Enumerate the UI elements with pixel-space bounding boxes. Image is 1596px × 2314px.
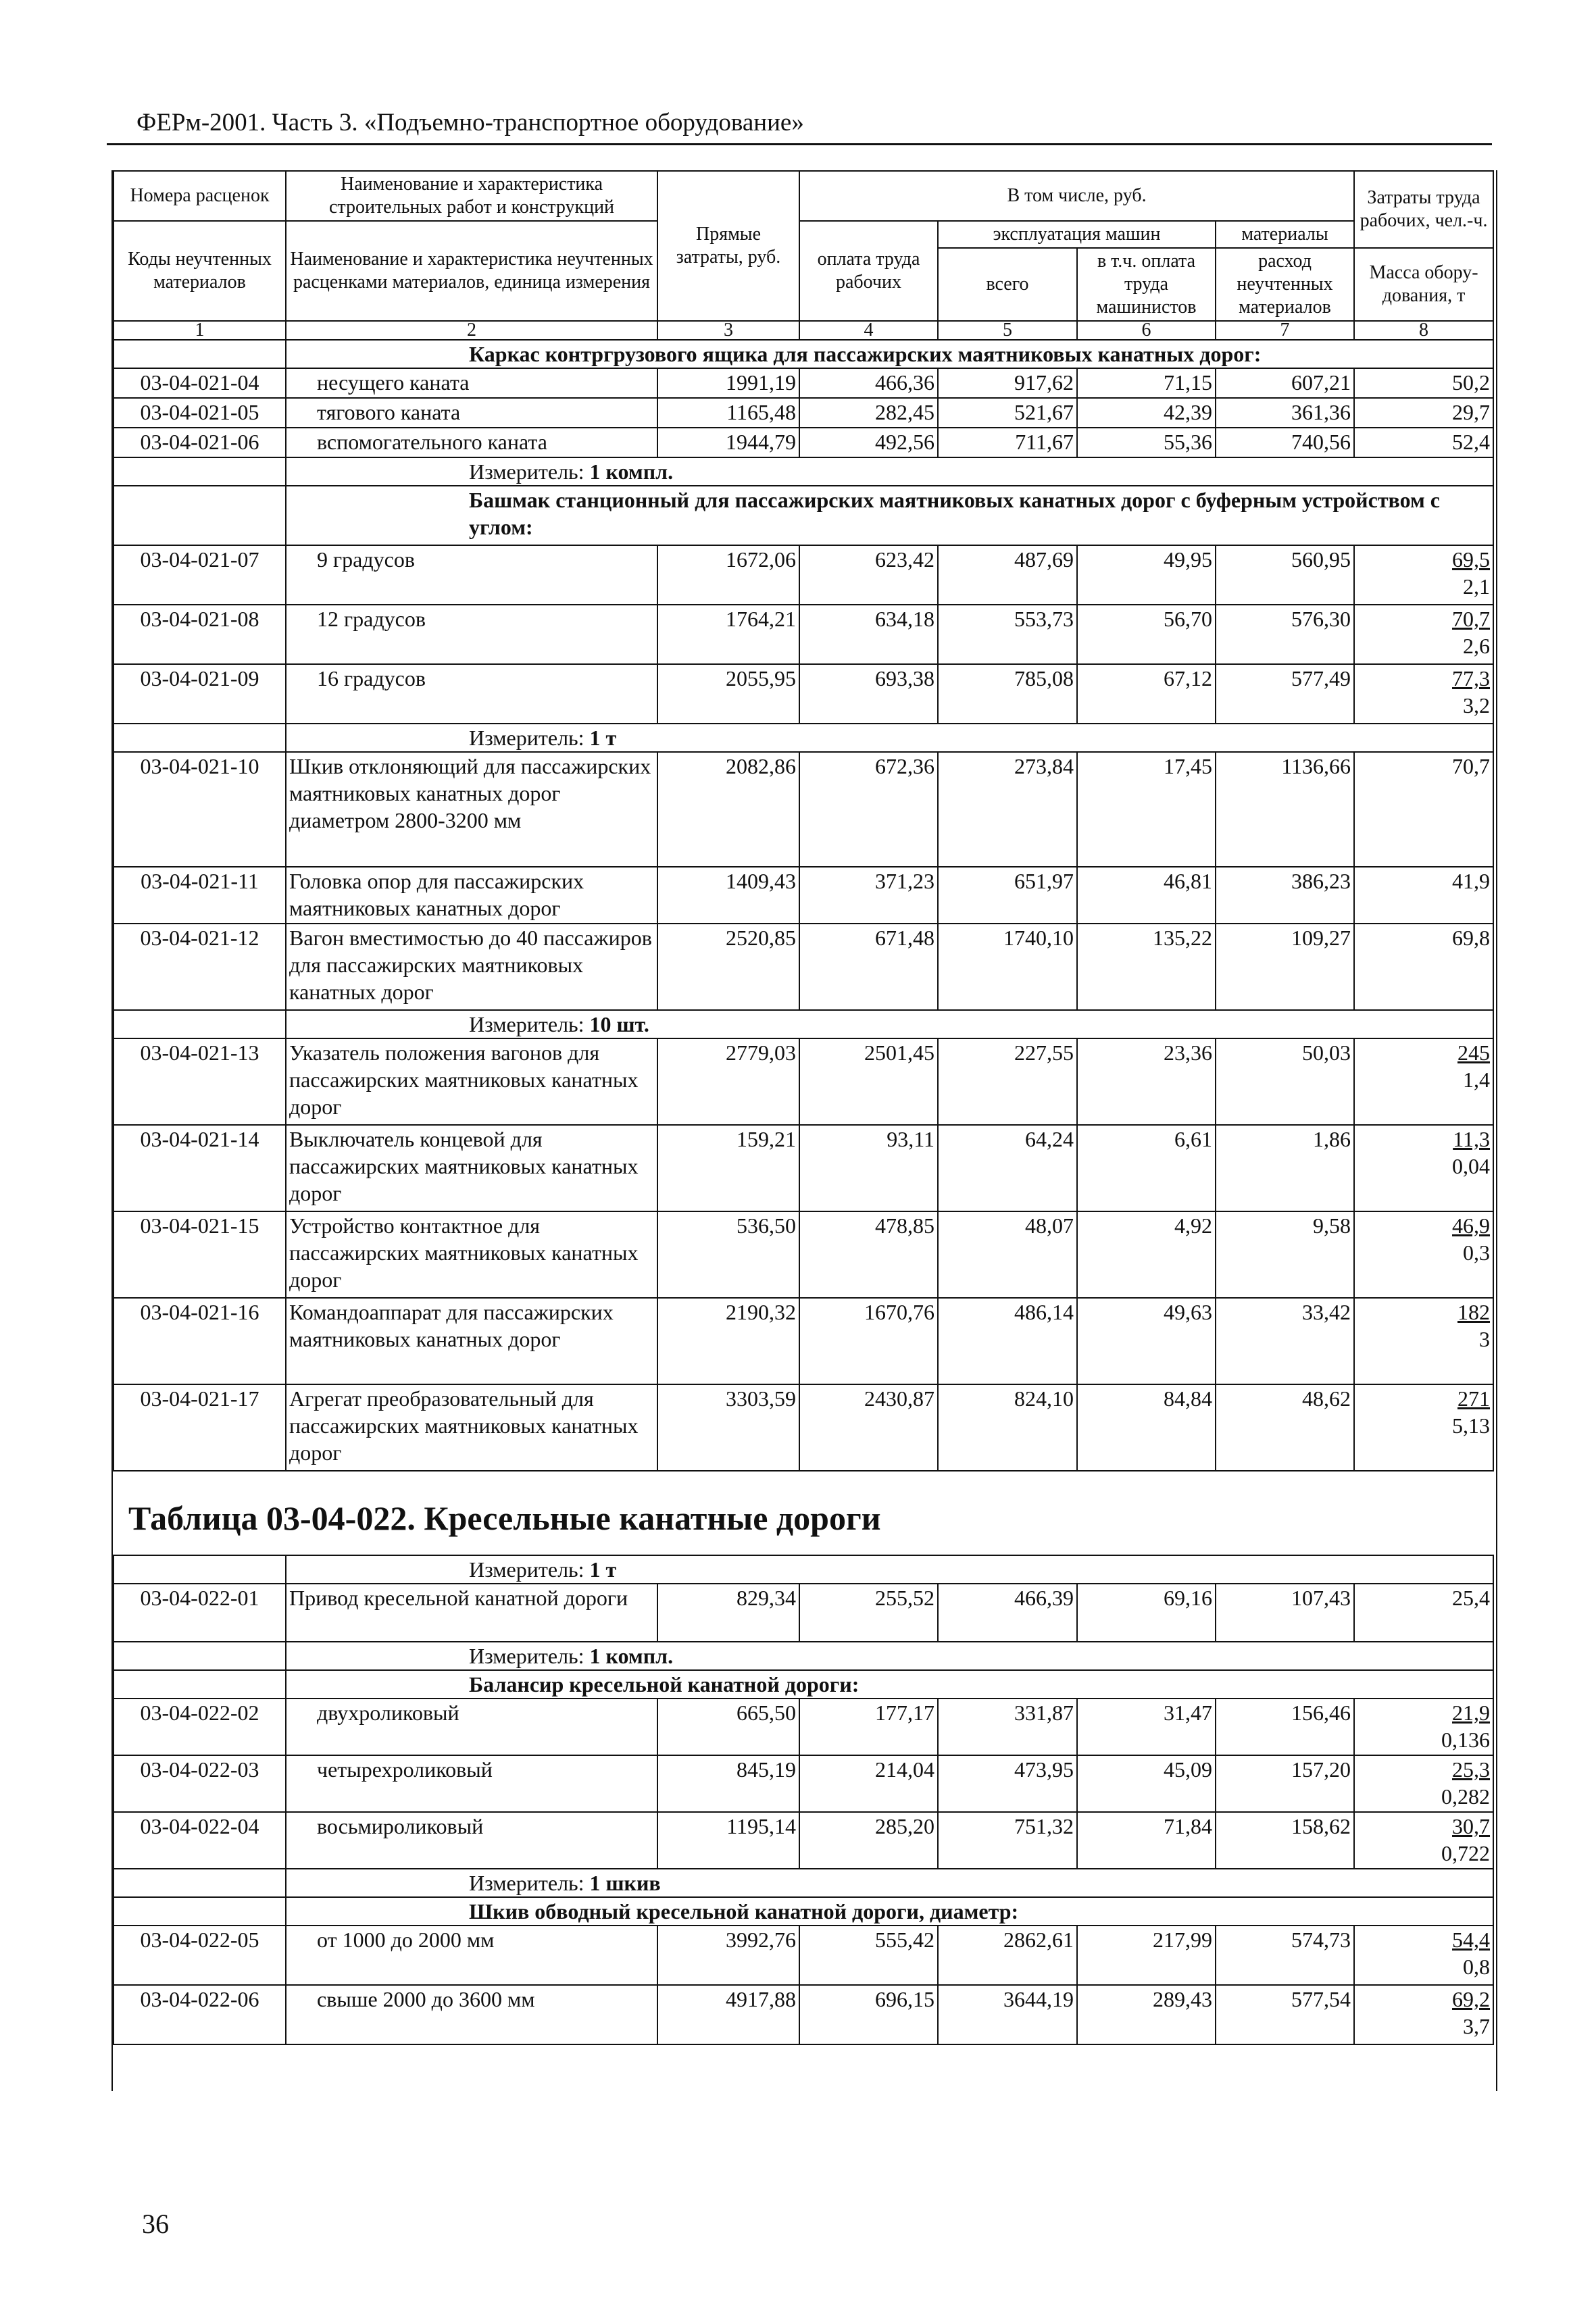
rate-code: 03-04-021-10 — [114, 752, 286, 867]
machines-total: 917,62 — [938, 368, 1077, 398]
labor-mass-cell — [1354, 1699, 1493, 1755]
measure-code-cell — [114, 1642, 286, 1670]
direct-cost: 159,21 — [657, 1125, 799, 1211]
direct-cost: 2520,85 — [657, 924, 799, 1010]
labor-mass-cell — [1354, 428, 1493, 457]
rate-name: Вагон вместимостью до 40 пассажиров для пассажирских маятниковых канатных дорог — [286, 924, 657, 1010]
measure-code-cell — [114, 724, 286, 752]
machines-total: 48,07 — [938, 1211, 1077, 1298]
page-number: 36 — [142, 2209, 169, 2239]
labor-value: 77,3 — [1452, 666, 1491, 690]
machinist-pay: 46,81 — [1077, 867, 1216, 924]
machinist-pay: 71,15 — [1077, 368, 1216, 398]
rate-name: тягового каната — [286, 398, 657, 428]
machines-total: 711,67 — [938, 428, 1077, 457]
section-title: Балансир кресельной канатной дороги: — [286, 1670, 1493, 1699]
direct-cost: 2082,86 — [657, 752, 799, 867]
direct-cost: 2190,32 — [657, 1298, 799, 1384]
rate-name: свыше 2000 до 3600 мм — [286, 1985, 657, 2044]
rate-name: четырехроликовый — [286, 1755, 657, 1812]
measure-unit: 1 т — [589, 726, 617, 750]
machines-total: 751,32 — [938, 1812, 1077, 1869]
measure-prefix: Измеритель: — [469, 1644, 584, 1668]
section-title: Башмак станционный для пассажирских маятниковых канатных дорог с буферным устройством с углом: — [286, 486, 1493, 545]
rate-name: Головка опор для пассажирских маятниковых канатных дорог — [286, 867, 657, 924]
worker-pay: 1670,76 — [799, 1298, 938, 1384]
column-number-8: 8 — [1354, 321, 1493, 340]
direct-cost: 1195,14 — [657, 1812, 799, 1869]
worker-pay: 634,18 — [799, 605, 938, 664]
table-row — [114, 1298, 1493, 1384]
measure-label — [286, 1555, 1493, 1584]
direct-cost: 665,50 — [657, 1699, 799, 1755]
labor-mass-cell — [1354, 398, 1493, 428]
column-number-4: 4 — [799, 321, 938, 340]
direct-cost: 1409,43 — [657, 867, 799, 924]
rate-name: двухроликовый — [286, 1699, 657, 1755]
col1-top-header: Номера расценок — [114, 171, 286, 221]
machines-total: 64,24 — [938, 1125, 1077, 1211]
machinist-pay: 23,36 — [1077, 1038, 1216, 1125]
direct-cost: 1991,19 — [657, 368, 799, 398]
mass-value: 0,04 — [1452, 1154, 1491, 1178]
labor-value: 70,7 — [1452, 607, 1491, 631]
worker-pay: 623,42 — [799, 545, 938, 605]
rate-code: 03-04-021-08 — [114, 605, 286, 664]
machines-header: эксплуатация машин — [938, 221, 1216, 248]
labor-value: 69,8 — [1452, 926, 1491, 950]
table-row — [114, 1755, 1493, 1812]
measure-unit: 1 компл. — [589, 1644, 674, 1668]
mass-value: 1,4 — [1463, 1067, 1491, 1092]
machines-total: 486,14 — [938, 1298, 1077, 1384]
machinist-pay: 31,47 — [1077, 1699, 1216, 1755]
table-row — [114, 1699, 1493, 1755]
rate-name: 9 градусов — [286, 545, 657, 605]
rate-name: восьмироликовый — [286, 1812, 657, 1869]
labor-mass-cell — [1354, 1985, 1493, 2044]
machinist-pay-header: в т.ч. оплата труда машинистов — [1077, 248, 1216, 321]
machinist-pay: 84,84 — [1077, 1384, 1216, 1471]
materials-cost: 1,86 — [1216, 1125, 1354, 1211]
table-title-row — [114, 1471, 1493, 1555]
labor-value: 29,7 — [1452, 400, 1491, 424]
machines-total: 521,67 — [938, 398, 1077, 428]
labor-mass-cell — [1354, 1298, 1493, 1384]
col2-bottom-header: Наименование и характеристика неучтенных расценками материалов, единица измерения — [286, 221, 657, 321]
worker-pay: 555,42 — [799, 1926, 938, 1985]
materials-cost: 576,30 — [1216, 605, 1354, 664]
worker-pay: 693,38 — [799, 664, 938, 724]
column-number-7: 7 — [1216, 321, 1354, 340]
table-row — [114, 428, 1493, 457]
running-header: ФЕРм-2001. Часть 3. «Подъемно-транспортное оборудование» — [136, 109, 804, 136]
machinist-pay: 135,22 — [1077, 924, 1216, 1010]
rate-code: 03-04-021-09 — [114, 664, 286, 724]
rate-code: 03-04-021-04 — [114, 368, 286, 398]
rate-name: Устройство контактное для пассажирских маятниковых канатных дорог — [286, 1211, 657, 1298]
column-number-6: 6 — [1077, 321, 1216, 340]
worker-pay: 696,15 — [799, 1985, 938, 2044]
worker-pay-header: оплата труда рабочих — [799, 221, 938, 321]
materials-cost: 740,56 — [1216, 428, 1354, 457]
rate-name: вспомогательного каната — [286, 428, 657, 457]
machines-total: 473,95 — [938, 1755, 1077, 1812]
worker-pay: 214,04 — [799, 1755, 938, 1812]
materials-cost: 158,62 — [1216, 1812, 1354, 1869]
worker-pay: 466,36 — [799, 368, 938, 398]
table-row — [114, 545, 1493, 605]
mass-value: 5,13 — [1452, 1413, 1491, 1438]
machinist-pay: 4,92 — [1077, 1211, 1216, 1298]
measure-prefix: Измеритель: — [469, 1871, 584, 1895]
mass-value: 0,282 — [1441, 1784, 1491, 1809]
table-row — [114, 1926, 1493, 1985]
labor-mass-cell — [1354, 1384, 1493, 1471]
worker-pay: 671,48 — [799, 924, 938, 1010]
machinist-pay: 42,39 — [1077, 398, 1216, 428]
direct-cost: 536,50 — [657, 1211, 799, 1298]
direct-cost: 829,34 — [657, 1584, 799, 1642]
direct-cost: 4917,88 — [657, 1985, 799, 2044]
machinist-pay: 45,09 — [1077, 1755, 1216, 1812]
rate-code: 03-04-021-05 — [114, 398, 286, 428]
materials-cost: 574,73 — [1216, 1926, 1354, 1985]
rate-name: 12 градусов — [286, 605, 657, 664]
table-row — [114, 1584, 1493, 1642]
mass-value: 2,1 — [1463, 574, 1491, 599]
section-code-cell — [114, 1670, 286, 1699]
materials-cost: 386,23 — [1216, 867, 1354, 924]
labor-mass-cell — [1354, 1926, 1493, 1985]
mass-value: 3,7 — [1463, 2014, 1491, 2038]
machinist-pay: 6,61 — [1077, 1125, 1216, 1211]
labor-value: 50,2 — [1452, 370, 1491, 395]
labor-mass-cell — [1354, 1584, 1493, 1642]
worker-pay: 255,52 — [799, 1584, 938, 1642]
labor-mass-cell — [1354, 664, 1493, 724]
labor-value: 52,4 — [1452, 430, 1491, 454]
table-row — [114, 605, 1493, 664]
labor-mass-cell — [1354, 924, 1493, 1010]
rate-code: 03-04-021-16 — [114, 1298, 286, 1384]
machines-total: 1740,10 — [938, 924, 1077, 1010]
labor-mass-cell — [1354, 1211, 1493, 1298]
labor-value: 21,9 — [1452, 1701, 1491, 1725]
table-row — [114, 1384, 1493, 1471]
table-row — [114, 1555, 1493, 1584]
worker-pay: 285,20 — [799, 1812, 938, 1869]
labor-value: 41,9 — [1452, 869, 1491, 893]
table-row — [114, 724, 1493, 752]
labor-mass-cell — [1354, 752, 1493, 867]
direct-cost: 845,19 — [657, 1755, 799, 1812]
labor-value: 46,9 — [1452, 1213, 1491, 1238]
machines-total: 651,97 — [938, 867, 1077, 924]
labor-value: 25,3 — [1452, 1757, 1491, 1782]
measure-prefix: Измеритель: — [469, 1012, 584, 1036]
direct-cost: 2779,03 — [657, 1038, 799, 1125]
direct-cost: 1944,79 — [657, 428, 799, 457]
materials-cost: 48,62 — [1216, 1384, 1354, 1471]
worker-pay: 672,36 — [799, 752, 938, 867]
table-row — [114, 924, 1493, 1010]
machinist-pay: 49,95 — [1077, 545, 1216, 605]
table-row — [114, 1869, 1493, 1897]
mass-value: 0,3 — [1463, 1240, 1491, 1265]
rate-code: 03-04-021-17 — [114, 1384, 286, 1471]
direct-cost: 2055,95 — [657, 664, 799, 724]
rate-code: 03-04-021-11 — [114, 867, 286, 924]
rate-code: 03-04-021-15 — [114, 1211, 286, 1298]
mass-value: 0,8 — [1463, 1955, 1491, 1979]
materials-cost: 157,20 — [1216, 1755, 1354, 1812]
rate-name: Выключатель концевой для пассажирских маятниковых канатных дорог — [286, 1125, 657, 1211]
machinist-pay: 17,45 — [1077, 752, 1216, 867]
direct-cost: 1764,21 — [657, 605, 799, 664]
machinist-pay: 56,70 — [1077, 605, 1216, 664]
table-row — [114, 486, 1493, 545]
labor-mass-cell — [1354, 545, 1493, 605]
column-number-1: 1 — [114, 321, 286, 340]
direct-cost: 1165,48 — [657, 398, 799, 428]
rate-code: 03-04-021-07 — [114, 545, 286, 605]
section-code-cell — [114, 486, 286, 545]
machines-total: 3644,19 — [938, 1985, 1077, 2044]
materials-cost: 33,42 — [1216, 1298, 1354, 1384]
worker-pay: 2501,45 — [799, 1038, 938, 1125]
col2-top-header: Наименование и характеристика строительных работ и конструкций — [286, 171, 657, 221]
measure-unit: 10 шт. — [589, 1012, 649, 1036]
labor-mass-cell — [1354, 1755, 1493, 1812]
labor-mass-cell — [1354, 1125, 1493, 1211]
worker-pay: 93,11 — [799, 1125, 938, 1211]
rate-code: 03-04-021-12 — [114, 924, 286, 1010]
table-row — [114, 1125, 1493, 1211]
rate-code: 03-04-021-13 — [114, 1038, 286, 1125]
machines-total: 227,55 — [938, 1038, 1077, 1125]
rate-name: Агрегат преобразовательный для пассажирских маятниковых канатных дорог — [286, 1384, 657, 1471]
table-row — [114, 1038, 1493, 1125]
rate-name: от 1000 до 2000 мм — [286, 1926, 657, 1985]
machinist-pay: 71,84 — [1077, 1812, 1216, 1869]
labor-value: 25,4 — [1452, 1586, 1491, 1610]
rate-code: 03-04-021-06 — [114, 428, 286, 457]
table-row — [114, 664, 1493, 724]
table-row — [114, 752, 1493, 867]
worker-pay: 371,23 — [799, 867, 938, 924]
labor-value: 69,2 — [1452, 1987, 1491, 2011]
column-number-row — [114, 321, 1493, 340]
labor-value: 271 — [1457, 1386, 1491, 1411]
rate-name: Командоаппарат для пассажирских маятниковых канатных дорог — [286, 1298, 657, 1384]
labor-mass-cell — [1354, 867, 1493, 924]
labor-mass-cell — [1354, 1038, 1493, 1125]
machines-total: 331,87 — [938, 1699, 1077, 1755]
table-row — [114, 1812, 1493, 1869]
table-row — [114, 1897, 1493, 1926]
machines-total: 824,10 — [938, 1384, 1077, 1471]
mass-value: 0,722 — [1441, 1841, 1491, 1865]
materials-cost: 9,58 — [1216, 1211, 1354, 1298]
rates-table-sheet — [111, 170, 1497, 2091]
machines-total: 487,69 — [938, 545, 1077, 605]
column-number-3: 3 — [657, 321, 799, 340]
materials-cost: 577,49 — [1216, 664, 1354, 724]
machines-total: 2862,61 — [938, 1926, 1077, 1985]
table-row — [114, 457, 1493, 486]
rate-code: 03-04-022-02 — [114, 1699, 286, 1755]
mass-value: 3,2 — [1463, 693, 1491, 718]
materials-cost: 109,27 — [1216, 924, 1354, 1010]
measure-prefix: Измеритель: — [469, 1557, 584, 1582]
mass-value: 2,6 — [1463, 634, 1491, 658]
rate-code: 03-04-022-04 — [114, 1812, 286, 1869]
rate-name: Указатель положения вагонов для пассажирских маятниковых канатных дорог — [286, 1038, 657, 1125]
labor-value: 30,7 — [1452, 1814, 1491, 1838]
labor-value: 69,5 — [1452, 547, 1491, 572]
materials-cost: 156,46 — [1216, 1699, 1354, 1755]
worker-pay: 492,56 — [799, 428, 938, 457]
header-rule — [107, 143, 1492, 145]
rate-code: 03-04-022-03 — [114, 1755, 286, 1812]
direct-cost: 1672,06 — [657, 545, 799, 605]
materials-cost: 50,03 — [1216, 1038, 1354, 1125]
machines-total: 466,39 — [938, 1584, 1077, 1642]
machinist-pay: 49,63 — [1077, 1298, 1216, 1384]
machines-total-header: всего — [938, 248, 1077, 321]
labor-mass-cell — [1354, 1812, 1493, 1869]
worker-pay: 478,85 — [799, 1211, 938, 1298]
table-row — [114, 867, 1493, 924]
measure-unit: 1 шкив — [589, 1871, 661, 1895]
materials-cost: 560,95 — [1216, 545, 1354, 605]
labor-header: Затраты труда рабочих, чел.-ч. — [1354, 171, 1493, 248]
materials-cost: 107,43 — [1216, 1584, 1354, 1642]
measure-label — [286, 457, 1493, 486]
machinist-pay: 289,43 — [1077, 1985, 1216, 2044]
measure-label — [286, 1869, 1493, 1897]
table-row — [114, 368, 1493, 398]
labor-value: 245 — [1457, 1040, 1491, 1065]
materials-header: материалы — [1216, 221, 1354, 248]
labor-mass-cell — [1354, 368, 1493, 398]
measure-label — [286, 1010, 1493, 1038]
machinist-pay: 217,99 — [1077, 1926, 1216, 1985]
rate-name: 16 градусов — [286, 664, 657, 724]
materials-cost: 577,54 — [1216, 1985, 1354, 2044]
rate-code: 03-04-022-06 — [114, 1985, 286, 2044]
table-row — [114, 1985, 1493, 2044]
worker-pay: 177,17 — [799, 1699, 938, 1755]
rate-name: Шкив отклоняющий для пассажирских маятниковых канатных дорог диаметром 2800-3200 мм — [286, 752, 657, 867]
table-row — [114, 1642, 1493, 1670]
section-title: Каркас контргрузового ящика для пассажирских маятниковых канатных дорог: — [286, 340, 1493, 368]
mass-value: 0,136 — [1441, 1728, 1491, 1752]
materials-cost: 361,36 — [1216, 398, 1354, 428]
measure-unit: 1 компл. — [589, 459, 674, 484]
table-row — [114, 1010, 1493, 1038]
mass-value: 3 — [1479, 1327, 1491, 1351]
table-row — [114, 340, 1493, 368]
rate-code: 03-04-021-14 — [114, 1125, 286, 1211]
table-title: Таблица 03-04-022. Кресельные канатные дороги — [114, 1471, 1493, 1555]
machinist-pay: 55,36 — [1077, 428, 1216, 457]
mass-header: Масса обору-дования, т — [1354, 248, 1493, 321]
measure-code-cell — [114, 457, 286, 486]
rate-code: 03-04-022-01 — [114, 1584, 286, 1642]
labor-value: 70,7 — [1452, 754, 1491, 778]
including-header: В том числе, руб. — [799, 171, 1354, 221]
direct-cost: 3992,76 — [657, 1926, 799, 1985]
table-row — [114, 1670, 1493, 1699]
labor-value: 182 — [1457, 1300, 1491, 1324]
worker-pay: 282,45 — [799, 398, 938, 428]
rate-code: 03-04-022-05 — [114, 1926, 286, 1985]
machinist-pay: 69,16 — [1077, 1584, 1216, 1642]
measure-prefix: Измеритель: — [469, 459, 584, 484]
measure-label — [286, 724, 1493, 752]
measure-prefix: Измеритель: — [469, 726, 584, 750]
labor-mass-cell — [1354, 605, 1493, 664]
machines-total: 553,73 — [938, 605, 1077, 664]
column-number-2: 2 — [286, 321, 657, 340]
labor-value: 11,3 — [1453, 1127, 1491, 1151]
table-row — [114, 1211, 1493, 1298]
machinist-pay: 67,12 — [1077, 664, 1216, 724]
section-code-cell — [114, 340, 286, 368]
section-title: Шкив обводный кресельной канатной дороги, диаметр: — [286, 1897, 1493, 1926]
rate-name: Привод кресельной канатной дороги — [286, 1584, 657, 1642]
materials-cost: 607,21 — [1216, 368, 1354, 398]
worker-pay: 2430,87 — [799, 1384, 938, 1471]
rates-table — [113, 170, 1494, 2045]
column-number-5: 5 — [938, 321, 1077, 340]
section-code-cell — [114, 1897, 286, 1926]
col1-bottom-header: Коды неучтенных материалов — [114, 221, 286, 321]
direct-cost-header: Прямые затраты, руб. — [657, 171, 799, 321]
materials-expense-header: расход неучтенных материалов — [1216, 248, 1354, 321]
materials-cost: 1136,66 — [1216, 752, 1354, 867]
measure-code-cell — [114, 1555, 286, 1584]
rate-name: несущего каната — [286, 368, 657, 398]
measure-code-cell — [114, 1869, 286, 1897]
machines-total: 785,08 — [938, 664, 1077, 724]
table-row — [114, 398, 1493, 428]
direct-cost: 3303,59 — [657, 1384, 799, 1471]
measure-label — [286, 1642, 1493, 1670]
machines-total: 273,84 — [938, 752, 1077, 867]
labor-value: 54,4 — [1452, 1928, 1491, 1952]
measure-unit: 1 т — [589, 1557, 617, 1582]
measure-code-cell — [114, 1010, 286, 1038]
